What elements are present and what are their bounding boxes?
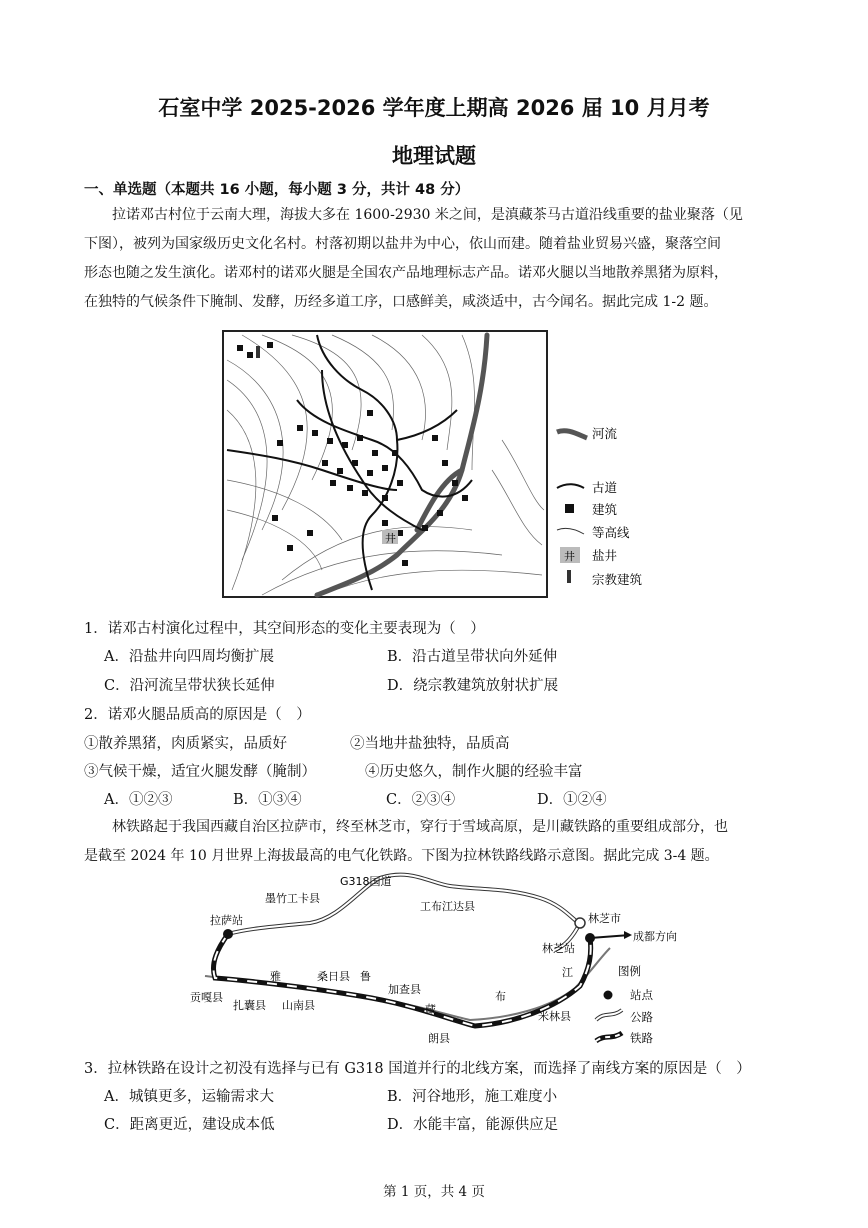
railway-map-legend (596, 964, 653, 1045)
label: 成都方向 (633, 930, 677, 943)
q2-item: ③气候干燥，适宜火腿发酵（腌制） (84, 764, 316, 780)
label: 鲁 (360, 970, 371, 983)
highway-g318 (228, 875, 580, 950)
q2-item: ④历史悠久，制作火腿的经验丰富 (365, 764, 583, 780)
legend-label: 公路 (630, 1010, 653, 1024)
station-icon (604, 991, 613, 1000)
label: 桑日县 (317, 970, 350, 983)
q2-item: ①散养黑猪，肉质紧实，品质好 (84, 736, 287, 752)
q1-option-b[interactable]: B．沿古道呈带状向外延伸 (387, 649, 558, 665)
river-icon (557, 431, 587, 438)
label: 朗县 (428, 1032, 450, 1045)
station-linzhi (585, 933, 595, 943)
linzhi-city-marker (575, 918, 585, 928)
legend-label: 站点 (630, 988, 653, 1002)
passage-line: 林铁路起于我国西藏自治区拉萨市，终至林芝市，穿行于雪域高原，是川藏铁路的重要组成部分，也 (112, 819, 728, 835)
label: 林芝市 (588, 912, 621, 925)
label: 雅 (270, 970, 281, 983)
q2-option-d[interactable]: D．①②④ (537, 792, 607, 808)
label: 山南县 (282, 999, 315, 1012)
passage-line: 下图），被列为国家级历史文化名村。村落初期以盐井为中心，依山而建。随着盐业贸易兴盛，聚落空间 (84, 236, 721, 252)
label: 工布江达县 (420, 900, 475, 913)
contour-icon (557, 528, 584, 534)
salt-well-label: 井 (385, 532, 396, 545)
legend-label: 建筑 (592, 502, 618, 517)
railway-map (180, 868, 700, 1048)
subject-title: 地理试题 (392, 144, 476, 168)
legend-label: 盐井 (592, 548, 618, 563)
map1-legend (557, 426, 643, 587)
station-lasa (223, 929, 233, 939)
q2-option-c[interactable]: C．②③④ (386, 792, 456, 808)
label: 扎囊县 (233, 999, 266, 1012)
label: 江 (562, 966, 573, 979)
q1-option-c[interactable]: C．沿河流呈带状狭长延伸 (104, 678, 275, 694)
question-3-stem: 3．拉林铁路在设计之初没有选择与已有 G318 国道并行的北线方案，而选择了南线方案的原因是（ ） (84, 1061, 751, 1077)
religious-building-icon (567, 570, 571, 583)
label: 墨竹工卡县 (265, 892, 320, 905)
q2-option-b[interactable]: B．①③④ (233, 792, 302, 808)
legend-label: 铁路 (630, 1031, 653, 1045)
label: 米林县 (538, 1010, 571, 1023)
legend-label: 河流 (592, 426, 618, 441)
label: 林芝站 (542, 942, 575, 955)
q1-option-a[interactable]: A．沿盐井向四周均衡扩展 (104, 649, 274, 665)
village-map (222, 330, 652, 600)
label: 藏 (425, 1003, 436, 1016)
q3-option-a[interactable]: A．城镇更多，运输需求大 (104, 1089, 274, 1105)
passage-1 (84, 201, 788, 317)
label: G318国道 (340, 875, 392, 888)
religious-building-marker (256, 346, 260, 358)
passage-2 (84, 813, 788, 871)
page-footer: 第 1 页，共 4 页 (383, 1184, 485, 1200)
ancient-road-icon (557, 484, 584, 488)
map-frame (223, 331, 547, 597)
legend-label: 宗教建筑 (592, 572, 643, 587)
passage-line: 拉诺邓古村位于云南大理，海拔大多在 1600-2930 米之间，是滇藏茶马古道沿线重要的盐业聚落（见 (112, 207, 743, 223)
q3-option-b[interactable]: B．河谷地形，施工难度小 (387, 1089, 558, 1105)
label: 贡嘎县 (190, 991, 223, 1004)
label: 加查县 (388, 983, 421, 996)
passage-line: 形态也随之发生演化。诺邓村的诺邓火腿是全国农产品地理标志产品。诺邓火腿以当地散养黑猪为原料， (84, 265, 728, 281)
legend-title: 图例 (618, 964, 641, 978)
label: 拉萨站 (210, 914, 243, 927)
q2-option-a[interactable]: A．①②③ (104, 792, 173, 808)
passage-line: 在独特的气候条件下腌制、发酵，历经多道工序，口感鲜美，咸淡适中，古今闻名。据此完成 1-2 题。 (84, 294, 718, 310)
q1-option-d[interactable]: D．绕宗教建筑放射状扩展 (387, 678, 559, 694)
legend-label: 古道 (592, 480, 618, 495)
question-2-stem: 2．诺邓火腿品质高的原因是（ ） (84, 707, 311, 723)
building-icon (565, 504, 574, 513)
label: 布 (495, 990, 506, 1003)
q3-option-c[interactable]: C．距离更近，建设成本低 (104, 1117, 275, 1133)
section-heading: 一、单选题（本题共 16 小题，每小题 3 分，共计 48 分） (84, 182, 470, 198)
exam-title: 石室中学 2025-2026 学年度上期高 2026 届 10 月月考 (158, 96, 710, 120)
question-1-stem: 1．诺邓古村演化过程中，其空间形态的变化主要表现为（ ） (84, 621, 485, 637)
railway-map-labels (190, 875, 677, 1045)
arrow-head-icon (624, 931, 632, 939)
q2-item: ②当地井盐独特，品质高 (350, 736, 510, 752)
passage-line: 是截至 2024 年 10 月世界上海拔最高的电气化铁路。下图为拉林铁路线路示意图。据此完成 3-4 题。 (84, 848, 719, 864)
legend-symbol: 井 (564, 550, 575, 563)
q3-option-d[interactable]: D．水能丰富，能源供应足 (387, 1117, 559, 1133)
legend-label: 等高线 (592, 525, 630, 540)
